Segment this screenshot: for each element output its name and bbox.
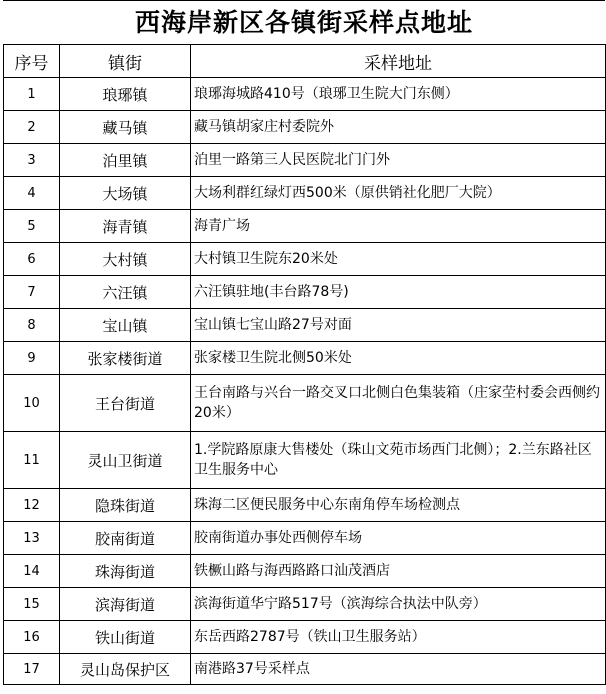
table-row	[4, 78, 606, 111]
cell-index: 8	[4, 309, 60, 342]
cell-town: 大场镇	[60, 177, 191, 210]
cell-town: 藏马镇	[60, 111, 191, 144]
table-row	[4, 144, 606, 177]
cell-address: 滨海街道华宁路517号（滨海综合执法中队旁）	[191, 588, 606, 621]
cell-town: 宝山镇	[60, 309, 191, 342]
header-index: 序号	[4, 45, 60, 78]
cell-index: 10	[4, 375, 60, 432]
cell-town: 琅琊镇	[60, 78, 191, 111]
table-row	[4, 555, 606, 588]
cell-address: 琅琊海城路410号（琅琊卫生院大门东侧）	[191, 78, 606, 111]
table-row	[4, 309, 606, 342]
cell-town: 珠海街道	[60, 555, 191, 588]
cell-address: 1.学院路原康大售楼处（珠山文苑市场西门北侧）；2.兰东路社区卫生服务中心	[191, 432, 606, 489]
table-row	[4, 621, 606, 654]
table-row	[4, 177, 606, 210]
cell-town: 海青镇	[60, 210, 191, 243]
table-row	[4, 342, 606, 375]
cell-index: 14	[4, 555, 60, 588]
cell-address: 大场利群红绿灯西500米（原供销社化肥厂大院）	[191, 177, 606, 210]
cell-town: 大村镇	[60, 243, 191, 276]
cell-address: 藏马镇胡家庄村委院外	[191, 111, 606, 144]
table-row	[4, 588, 606, 621]
cell-address: 铁橛山路与海西路路口汕茂酒店	[191, 555, 606, 588]
cell-address: 六汪镇驻地(丰台路78号)	[191, 276, 606, 309]
page-title: 西海岸新区各镇街采样点地址	[3, 0, 605, 44]
table-row	[4, 210, 606, 243]
cell-town: 泊里镇	[60, 144, 191, 177]
cell-town: 张家楼街道	[60, 342, 191, 375]
cell-address: 胶南街道办事处西侧停车场	[191, 522, 606, 555]
cell-address: 王台南路与兴台一路交叉口北侧白色集装箱（庄家茔村委会西侧约20米）	[191, 375, 606, 432]
cell-town: 滨海街道	[60, 588, 191, 621]
table-row	[4, 375, 606, 432]
cell-town: 胶南街道	[60, 522, 191, 555]
cell-index: 3	[4, 144, 60, 177]
cell-index: 7	[4, 276, 60, 309]
table-row	[4, 432, 606, 489]
cell-town: 灵山卫街道	[60, 432, 191, 489]
table-row	[4, 276, 606, 309]
cell-index: 13	[4, 522, 60, 555]
table-row	[4, 522, 606, 555]
cell-address: 南港路37号采样点	[191, 654, 606, 685]
cell-index: 17	[4, 654, 60, 685]
cell-index: 11	[4, 432, 60, 489]
table-row	[4, 654, 606, 685]
header-town: 镇街	[60, 45, 191, 78]
cell-address: 张家楼卫生院北侧50米处	[191, 342, 606, 375]
table-header-row	[4, 45, 606, 78]
cell-index: 5	[4, 210, 60, 243]
cell-town: 隐珠街道	[60, 489, 191, 522]
cell-town: 铁山街道	[60, 621, 191, 654]
cell-town: 灵山岛保护区	[60, 654, 191, 685]
cell-address: 东岳西路2787号（铁山卫生服务站）	[191, 621, 606, 654]
cell-index: 1	[4, 78, 60, 111]
table-row	[4, 489, 606, 522]
cell-town: 王台街道	[60, 375, 191, 432]
cell-address: 宝山镇七宝山路27号对面	[191, 309, 606, 342]
table-row	[4, 243, 606, 276]
cell-index: 16	[4, 621, 60, 654]
cell-index: 15	[4, 588, 60, 621]
cell-address: 珠海二区便民服务中心东南角停车场检测点	[191, 489, 606, 522]
cell-index: 6	[4, 243, 60, 276]
cell-address: 海青广场	[191, 210, 606, 243]
cell-index: 9	[4, 342, 60, 375]
table-row	[4, 111, 606, 144]
sampling-sites-table	[3, 44, 606, 685]
header-address: 采样地址	[191, 45, 606, 78]
cell-index: 2	[4, 111, 60, 144]
cell-index: 4	[4, 177, 60, 210]
cell-address: 大村镇卫生院东20米处	[191, 243, 606, 276]
cell-index: 12	[4, 489, 60, 522]
cell-address: 泊里一路第三人民医院北门门外	[191, 144, 606, 177]
cell-town: 六汪镇	[60, 276, 191, 309]
